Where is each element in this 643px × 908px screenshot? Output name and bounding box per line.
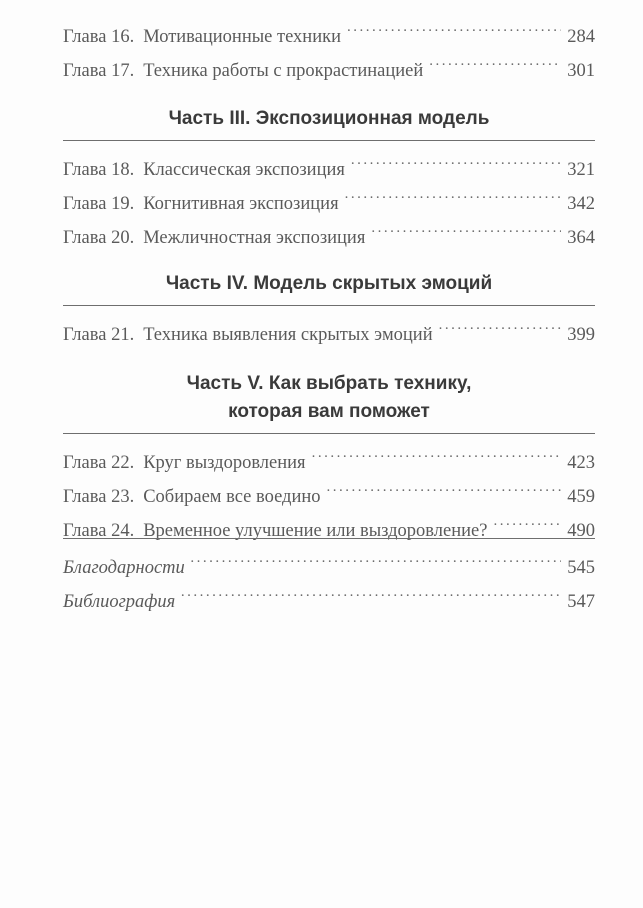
leader-dots xyxy=(191,539,561,573)
page-number: 547 xyxy=(567,592,595,612)
leader-dots xyxy=(347,8,561,42)
part-heading-5-line-1: Часть V. Как выбрать технику, xyxy=(186,373,472,394)
chapter-label: Глава 18. xyxy=(63,160,135,180)
chapter-label: Глава 16. xyxy=(63,27,135,47)
chapter-label: Глава 17. xyxy=(63,61,135,81)
page-number: 545 xyxy=(567,558,595,578)
toc-entry-chapter-22 xyxy=(63,434,595,473)
part-heading-3: Часть III. Экспозиционная модель xyxy=(168,108,490,129)
back-matter-title: Благодарности xyxy=(63,558,185,578)
leader-dots xyxy=(181,573,561,607)
toc-entry-chapter-18 xyxy=(63,141,595,180)
part-heading-4: Часть IV. Модель скрытых эмоций xyxy=(165,273,493,294)
toc-group-part-5 xyxy=(63,434,595,541)
toc-group-back-matter xyxy=(63,539,595,612)
page-number: 284 xyxy=(567,27,595,47)
page-number: 321 xyxy=(567,160,595,180)
leader-dots xyxy=(371,209,561,243)
toc-group-top xyxy=(63,8,595,81)
chapter-label: Глава 21. xyxy=(63,325,135,345)
page-number: 342 xyxy=(567,194,595,214)
leader-dots xyxy=(351,141,561,175)
chapter-label: Глава 22. xyxy=(63,453,135,473)
toc-group-part-3 xyxy=(63,141,595,248)
chapter-label: Глава 23. xyxy=(63,487,135,507)
chapter-title: Классическая экспозиция xyxy=(143,160,345,180)
page-number: 490 xyxy=(567,521,595,541)
page-number: 364 xyxy=(567,228,595,248)
back-matter-title: Библиография xyxy=(63,592,176,612)
leader-dots xyxy=(493,502,561,536)
page-number: 399 xyxy=(567,325,595,345)
toc-entry-chapter-16 xyxy=(63,8,595,47)
leader-dots xyxy=(345,175,562,209)
leader-dots xyxy=(327,468,562,502)
leader-dots xyxy=(439,306,562,340)
leader-dots xyxy=(312,434,562,468)
chapter-title: Техника выявления скрытых эмоций xyxy=(143,325,433,345)
chapter-label: Глава 20. xyxy=(63,228,135,248)
chapter-title: Собираем все воедино xyxy=(143,487,321,507)
chapter-label: Глава 24. xyxy=(63,521,135,541)
toc-entry-chapter-21 xyxy=(63,306,595,345)
chapter-title: Техника работы с прокрастинацией xyxy=(143,61,424,81)
part-heading-5-line-2: которая вам поможет xyxy=(228,401,430,422)
chapter-title: Межличностная экспозиция xyxy=(143,228,366,248)
chapter-title: Когнитивная экспозиция xyxy=(143,194,339,214)
chapter-title: Круг выздоровления xyxy=(143,453,306,473)
chapter-title: Временное улучшение или выздоровление? xyxy=(143,521,488,541)
leader-dots xyxy=(429,42,561,76)
page-number: 459 xyxy=(567,487,595,507)
toc-entry-acknowledgements xyxy=(63,539,595,578)
toc-group-part-4 xyxy=(63,306,595,345)
page-number: 301 xyxy=(567,61,595,81)
page-number: 423 xyxy=(567,453,595,473)
chapter-label: Глава 19. xyxy=(63,194,135,214)
chapter-title: Мотивационные техники xyxy=(143,27,341,47)
